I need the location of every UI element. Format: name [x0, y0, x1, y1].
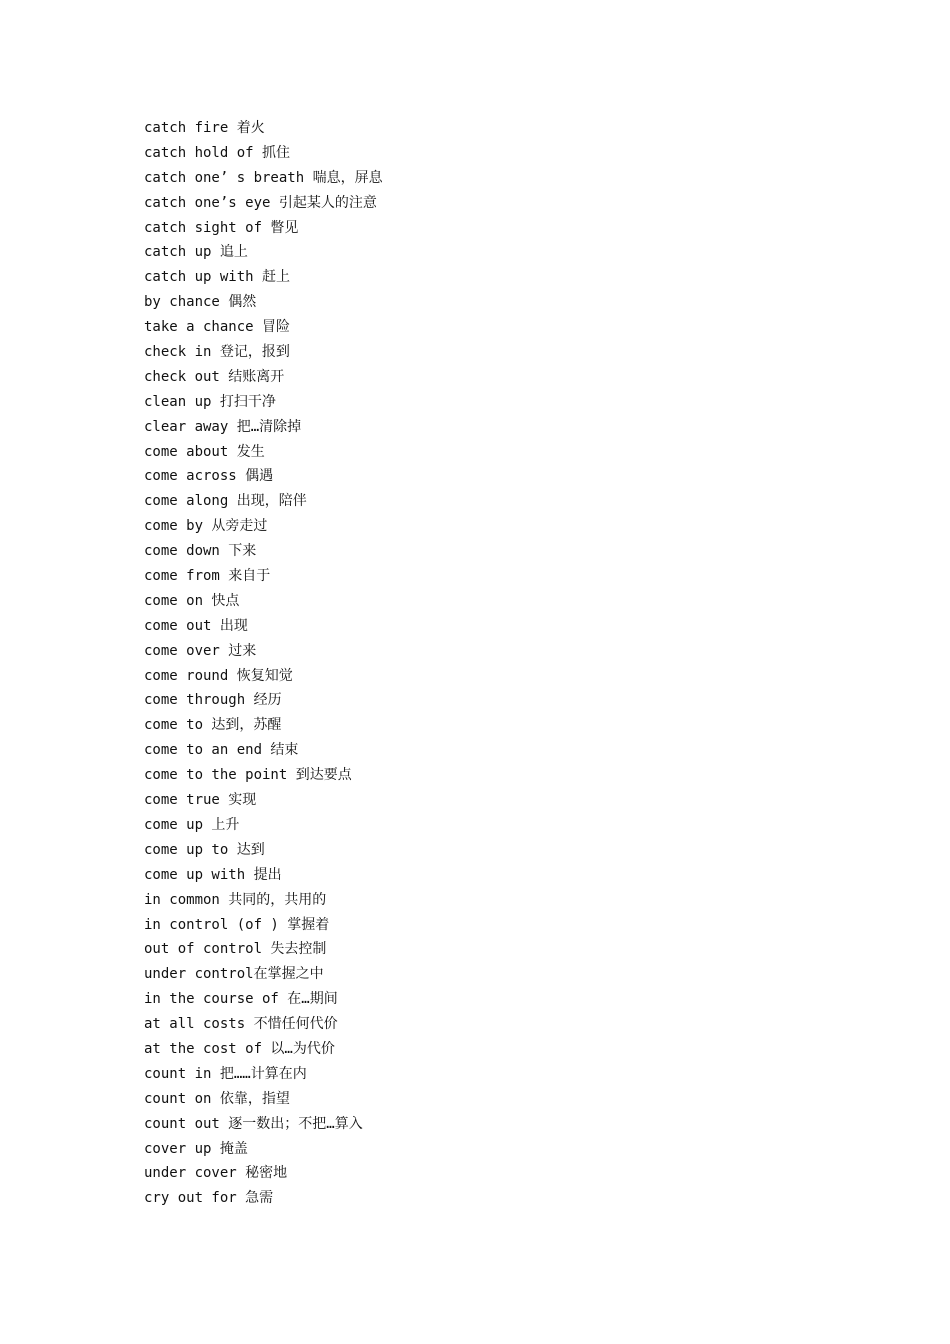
list-item: under control在掌握之中 — [144, 966, 324, 983]
list-item: in the course of 在…期间 — [144, 991, 338, 1008]
list-item: come over 过来 — [144, 642, 257, 659]
list-item: cover up 掩盖 — [144, 1140, 248, 1157]
list-item: take a chance 冒险 — [144, 319, 291, 336]
list-item: come from 来自于 — [144, 568, 271, 585]
list-item: in common 共同的，共用的 — [144, 891, 327, 908]
list-item: at all costs 不惜任何代价 — [144, 1016, 338, 1033]
list-item: out of control 失去控制 — [144, 941, 327, 958]
list-item: count on 依靠，指望 — [144, 1090, 290, 1107]
list-item: come to an end 结束 — [144, 742, 299, 759]
list-item: catch hold of 抓住 — [144, 144, 291, 161]
list-item: catch one’s eye 引起某人的注意 — [144, 194, 377, 211]
list-item: under cover 秘密地 — [144, 1165, 288, 1182]
list-item: check out 结账离开 — [144, 368, 285, 385]
list-item: check in 登记，报到 — [144, 344, 290, 361]
list-item: come on 快点 — [144, 592, 240, 609]
list-item: catch sight of 瞥见 — [144, 219, 299, 236]
list-item: at the cost of 以…为代价 — [144, 1040, 335, 1057]
list-item: count in 把……计算在内 — [144, 1065, 307, 1082]
list-item: come to the point 到达要点 — [144, 767, 352, 784]
list-item: come up 上升 — [144, 816, 240, 833]
list-item: catch up with 赶上 — [144, 269, 291, 286]
list-item: come to 达到，苏醒 — [144, 717, 282, 734]
list-item: come down 下来 — [144, 543, 257, 560]
list-item: come along 出现，陪伴 — [144, 493, 307, 510]
list-item: count out 逐一数出；不把…算入 — [144, 1115, 363, 1132]
list-item: come out 出现 — [144, 617, 248, 634]
list-item: catch one’ s breath 喘息，屏息 — [144, 169, 383, 186]
list-item: come across 偶遇 — [144, 468, 274, 485]
list-item: come true 实现 — [144, 792, 257, 809]
list-item: catch fire 着火 — [144, 120, 265, 136]
list-item: come up to 达到 — [144, 841, 265, 858]
list-item: clear away 把…清除掉 — [144, 418, 302, 435]
list-item: come by 从旁走过 — [144, 518, 268, 535]
list-item: cry out for 急需 — [144, 1190, 274, 1207]
list-item: come through 经历 — [144, 692, 282, 709]
list-item: clean up 打扫干净 — [144, 393, 276, 410]
list-item: come up with 提出 — [144, 866, 282, 883]
phrase-list — [144, 116, 383, 1211]
list-item: catch up 追上 — [144, 244, 248, 261]
list-item: by chance 偶然 — [144, 294, 257, 311]
list-item: in control (of ) 掌握着 — [144, 916, 330, 933]
list-item: come round 恢复知觉 — [144, 667, 293, 684]
list-item: come about 发生 — [144, 443, 265, 460]
